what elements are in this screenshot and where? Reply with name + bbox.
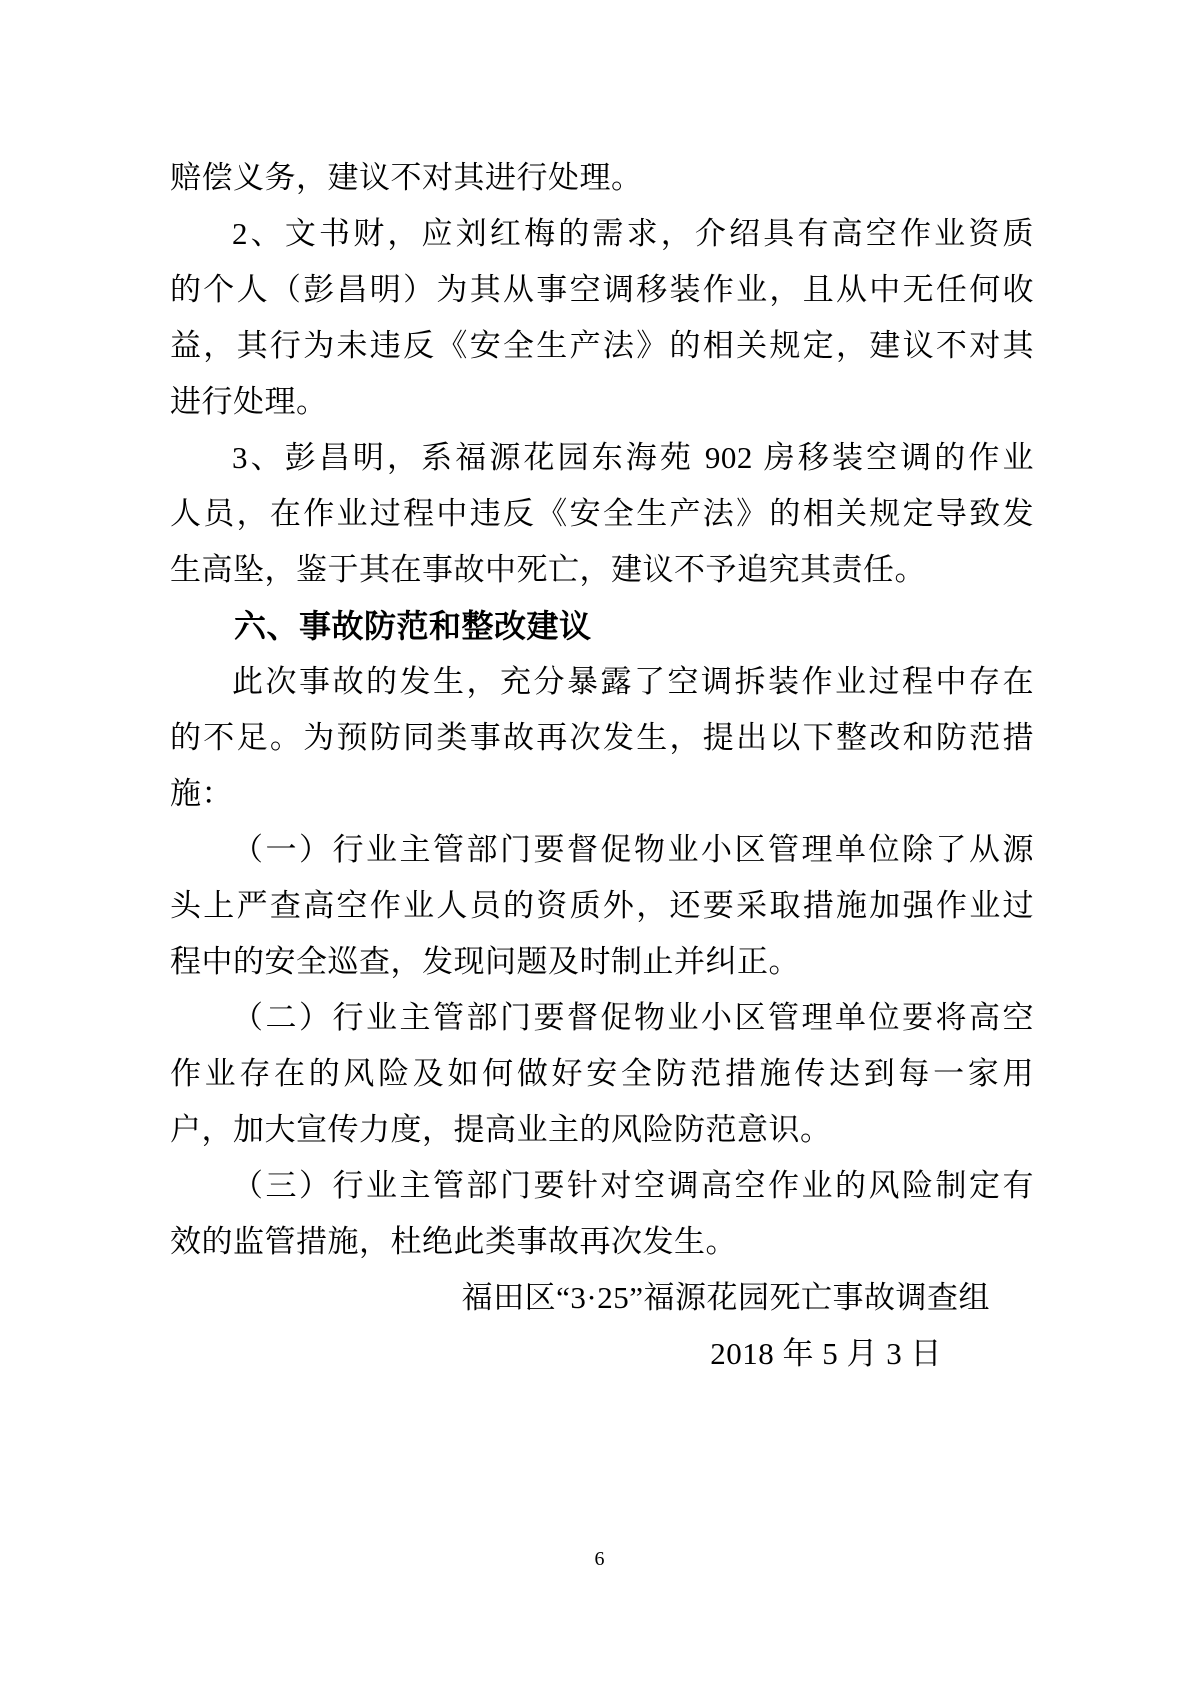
date-line: 2018 年 5 月 3 日: [710, 1336, 942, 1371]
text-line: 益，其行为未违反《安全生产法》的相关规定，建议不对其: [170, 328, 1034, 363]
text-line: 户，加大宣传力度，提高业主的风险防范意识。: [170, 1112, 832, 1147]
text-line: 人员，在作业过程中违反《安全生产法》的相关规定导致发: [170, 496, 1034, 531]
signature-line: 福田区“3·25”福源花园死亡事故调查组: [461, 1280, 990, 1315]
text-line: （二）行业主管部门要督促物业小区管理单位要将高空: [232, 1000, 1034, 1035]
page-number: 6: [594, 1548, 605, 1570]
text-line: 3、彭昌明，系福源花园东海苑 902 房移装空调的作业: [232, 440, 1034, 475]
text-line: 头上严查高空作业人员的资质外，还要采取措施加强作业过: [170, 888, 1034, 923]
document-body: [170, 150, 1034, 1382]
text-line: 此次事故的发生，充分暴露了空调拆装作业过程中存在: [232, 664, 1034, 699]
section-heading: 六、事故防范和整改建议: [234, 608, 592, 644]
text-line: （一）行业主管部门要督促物业小区管理单位除了从源: [232, 832, 1034, 867]
text-line: （三）行业主管部门要针对空调高空作业的风险制定有: [232, 1168, 1034, 1203]
text-line: 施：: [170, 776, 233, 811]
text-line: 的个人（彭昌明）为其从事空调移装作业，且从中无任何收: [170, 272, 1034, 307]
text-line: 的不足。为预防同类事故再次发生，提出以下整改和防范措: [170, 720, 1034, 755]
text-line: 效的监管措施，杜绝此类事故再次发生。: [170, 1224, 737, 1259]
text-line: 2、文书财，应刘红梅的需求，介绍具有高空作业资质: [232, 216, 1034, 251]
text-line: 进行处理。: [170, 384, 328, 419]
text-line: 赔偿义务，建议不对其进行处理。: [170, 160, 643, 195]
text-line: 程中的安全巡查，发现问题及时制止并纠正。: [170, 944, 800, 979]
text-line: 生高坠，鉴于其在事故中死亡，建议不予追究其责任。: [170, 552, 926, 587]
text-line: 作业存在的风险及如何做好安全防范措施传达到每一家用: [170, 1056, 1034, 1091]
